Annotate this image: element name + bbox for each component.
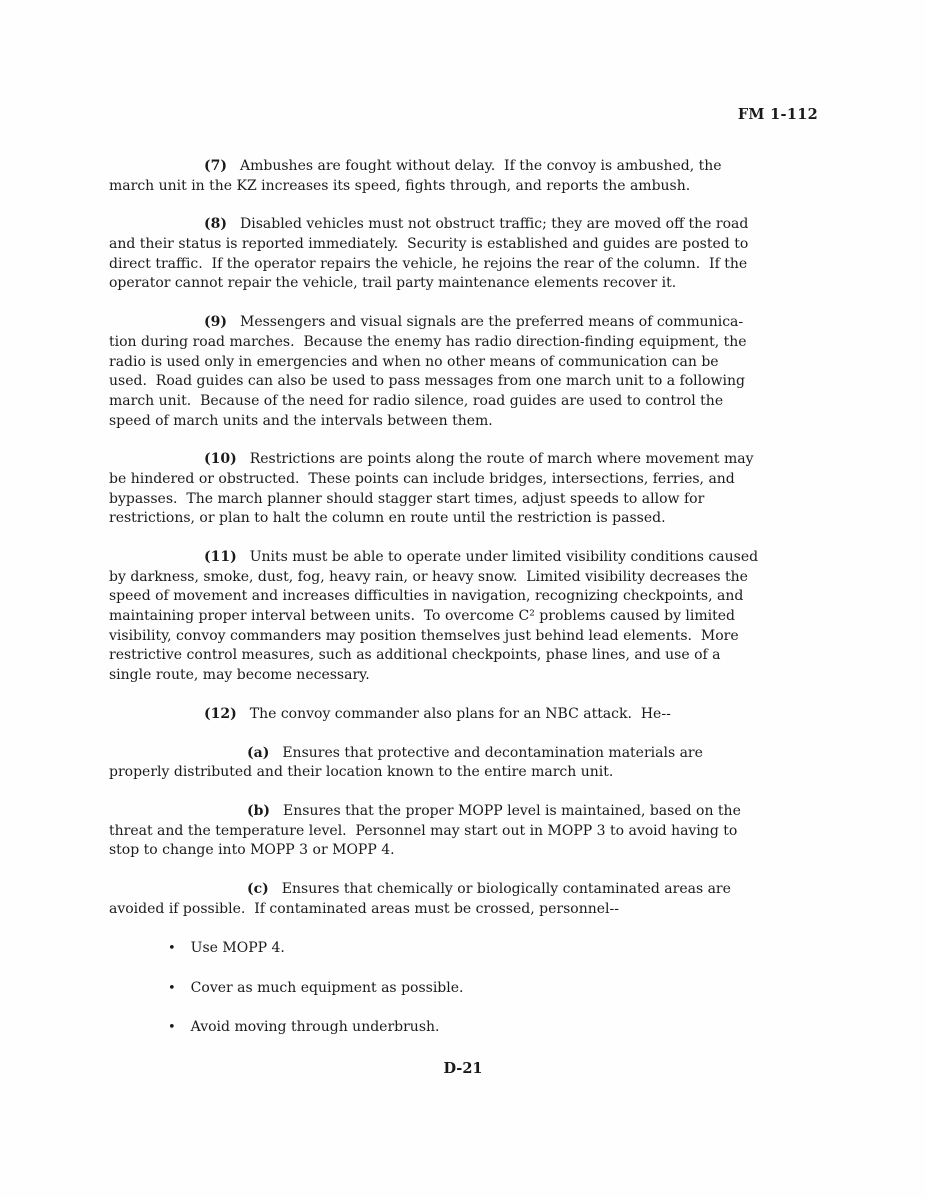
page-number-footer: D-21 bbox=[443, 1060, 483, 1078]
paragraph-line: direct traffic. If the operator repairs the vehicle, he rejoins the rear of the column. If the bbox=[109, 255, 748, 272]
paragraph-letter: (b) bbox=[247, 802, 271, 819]
paragraph-line: be hindered or obstructed. These points can include bridges, intersections, ferries, and bbox=[109, 470, 735, 487]
document-body bbox=[109, 157, 817, 1079]
paragraph-line: stop to change into MOPP 3 or MOPP 4. bbox=[109, 842, 395, 859]
bullet-icon: • bbox=[168, 941, 176, 957]
paragraph-line: visibility, convoy commanders may position themselves just behind lead elements. More bbox=[109, 627, 739, 644]
paragraph-line bbox=[109, 313, 817, 333]
list-item bbox=[109, 1018, 817, 1038]
bullet-text: Use MOPP 4. bbox=[190, 940, 285, 957]
paragraph-text: Ensures that protective and decontamination materials are bbox=[282, 744, 703, 761]
list-item bbox=[109, 939, 817, 959]
paragraph-line: bypasses. The march planner should stagger start times, adjust speeds to allow for bbox=[109, 490, 705, 507]
paragraph-line: single route, may become necessary. bbox=[109, 667, 370, 684]
paragraph-letter: (a) bbox=[247, 744, 270, 761]
paragraph-10 bbox=[109, 450, 817, 529]
paragraph-line: threat and the temperature level. Personnel may start out in MOPP 3 to avoid having to bbox=[109, 822, 738, 839]
paragraph-text: Disabled vehicles must not obstruct traffic; they are moved off the road bbox=[240, 216, 749, 233]
bullet-text: Cover as much equipment as possible. bbox=[190, 979, 464, 996]
paragraph-line bbox=[109, 548, 817, 568]
paragraph-12 bbox=[109, 705, 817, 725]
paragraph-number: (9) bbox=[204, 314, 227, 331]
paragraph-11 bbox=[109, 548, 817, 686]
paragraph-line bbox=[109, 880, 817, 900]
paragraph-letter: (c) bbox=[247, 880, 269, 897]
paragraph-line bbox=[109, 802, 817, 822]
paragraph-line: properly distributed and their location known to the entire march unit. bbox=[109, 764, 614, 781]
subparagraph-a bbox=[109, 744, 817, 783]
paragraph-line: restrictive control measures, such as additional checkpoints, phase lines, and use of a bbox=[109, 647, 721, 664]
bullet-icon: • bbox=[168, 980, 176, 996]
paragraph-9 bbox=[109, 313, 817, 431]
paragraph-number: (11) bbox=[204, 549, 237, 565]
paragraph-line: speed of movement and increases difficulties in navigation, recognizing checkpoints, and bbox=[109, 588, 744, 605]
paragraph-line: by darkness, smoke, dust, fog, heavy rain, or heavy snow. Limited visibility decreases the bbox=[109, 568, 748, 585]
paragraph-text: Units must be able to operate under limited visibility conditions caused bbox=[249, 549, 759, 565]
paragraph-line: maintaining proper interval between units. To overcome C² problems caused by limited bbox=[109, 608, 736, 625]
paragraph-line bbox=[109, 705, 817, 725]
paragraph-line: march unit in the KZ increases its speed, fights through, and reports the ambush. bbox=[109, 177, 691, 194]
paragraph-number: (12) bbox=[204, 705, 237, 722]
paragraph-text: Restrictions are points along the route of march where movement may bbox=[249, 451, 754, 468]
subparagraph-c bbox=[109, 880, 817, 919]
paragraph-line: and their status is reported immediately. Security is established and guides are posted to bbox=[109, 236, 749, 253]
bullet-icon: • bbox=[168, 1019, 176, 1035]
paragraph-line: restrictions, or plan to halt the column en route until the restriction is passed. bbox=[109, 510, 666, 527]
paragraph-line bbox=[109, 215, 817, 235]
subparagraph-b bbox=[109, 802, 817, 861]
paragraph-line: operator cannot repair the vehicle, trail party maintenance elements recover it. bbox=[109, 275, 677, 292]
paragraph-7 bbox=[109, 157, 817, 196]
paragraph-text: The convoy commander also plans for an NBC attack. He-- bbox=[249, 705, 671, 722]
paragraph-line: march unit. Because of the need for radio silence, road guides are used to control the bbox=[109, 392, 724, 409]
paragraph-text: Ensures that chemically or biologically contaminated areas are bbox=[281, 880, 731, 897]
paragraph-line: avoided if possible. If contaminated areas must be crossed, personnel-- bbox=[109, 900, 619, 917]
paragraph-line: used. Road guides can also be used to pass messages from one march unit to a following bbox=[109, 373, 745, 390]
paragraph-text: Messengers and visual signals are the preferred means of communica- bbox=[240, 314, 744, 331]
paragraph-line bbox=[109, 450, 817, 470]
paragraph-text: Ambushes are fought without delay. If the convoy is ambushed, the bbox=[240, 158, 722, 174]
paragraph-number: (8) bbox=[204, 216, 227, 233]
paragraph-line bbox=[109, 744, 817, 764]
paragraph-number: (7) bbox=[204, 158, 227, 174]
bullet-text: Avoid moving through underbrush. bbox=[190, 1018, 440, 1035]
list-item bbox=[109, 979, 817, 999]
paragraph-number: (10) bbox=[204, 451, 237, 468]
paragraph-text: Ensures that the proper MOPP level is maintained, based on the bbox=[283, 802, 741, 819]
paragraph-line: tion during road marches. Because the enemy has radio direction-finding equipment, the bbox=[109, 333, 747, 350]
paragraph-8 bbox=[109, 215, 817, 294]
paragraph-line: speed of march units and the intervals between them. bbox=[109, 412, 493, 429]
paragraph-line: radio is used only in emergencies and when no other means of communication can be bbox=[109, 353, 719, 370]
doc-number-header: FM 1-112 bbox=[737, 106, 818, 123]
bullet-list bbox=[109, 939, 817, 1037]
paragraph-line bbox=[109, 157, 817, 177]
